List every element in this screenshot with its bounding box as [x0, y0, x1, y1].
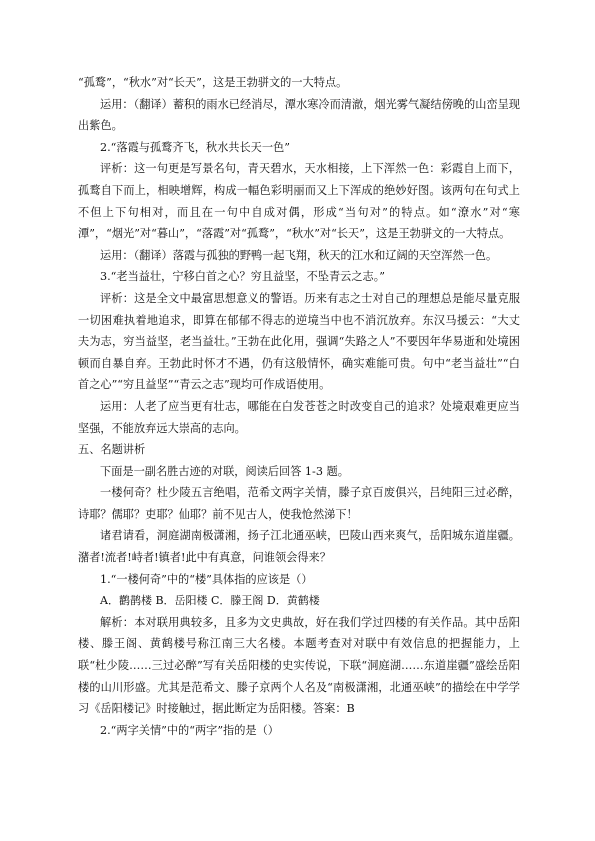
document-page	[78, 72, 520, 741]
question-1-options: A．鹳鹊楼 B．岳阳楼 C．滕王阁 D．黄鹤楼	[100, 594, 320, 608]
couplet-upper: 一楼何奇？杜少陵五言绝唱，范希文两字关情，滕子京百废俱兴，吕纯阳三过必醉，诗耶？儒耶？吏耶？仙耶？前不见古人，使我怆然涕下！	[78, 486, 520, 521]
paragraph-3-heading: 2.“落霞与孤鹜齐飞，秋水共长天一色”	[100, 140, 290, 154]
paragraph-2: 运用：（翻译）蓄积的雨水已经消尽，潭水寒冷而清澈，烟光雾气凝结傍晚的山峦呈现出紫色。	[78, 97, 520, 133]
paragraph-1: “孤鹜”，“秋水”对“长天”，这是王勃骈文的一大特点。	[78, 76, 348, 89]
question-1-analysis: 解析：本对联用典较多，且多为文史典故，好在我们学过四楼的有关作品。其中岳阳楼、滕王阁、黄鹤楼号称江南三大名楼。本题考查对对联中有效信息的把握能力，上联“杜少陵……三过必醉”写有关岳阳楼的史实传说，下联“洞庭湖……东道崖疆”盛绘岳阳楼的山川形盛。尤其是范希文、滕子京两个人名及“南极潇湘，北通巫峡”的描绘在中学学习《岳阳楼记》时接触过，据此断定为岳阳楼。答案：B	[78, 615, 520, 716]
paragraph-10: 下面是一副名胜古迹的对联，阅读后回答 1-3 题。	[100, 464, 349, 478]
paragraph-7: 评析：这是全文中最富思想意义的警语。历来有志之士对自己的理想总是能尽量克服一切困难执着地追求，即算在郁郁不得志的逆境当中也不消沉放弃。东汉马援云：“大丈夫为志，穷当益坚，老当益壮。”王勃在此化用，强调“失路之人”不要因年华易逝和处境困顿而自暴自弃。王勃此时怀才不遇，仍有这般情怀，确实难能可贵。句中“老当益壮”“白首之心”“穷且益坚”“青云之志”现均可作成语使用。	[78, 291, 520, 392]
paragraph-5: 运用：（翻译）落霞与孤独的野鸭一起飞翔，秋天的江水和辽阔的天空浑然一色。	[100, 248, 498, 262]
paragraph-6-heading: 3.“老当益壮，宁移白首之心？穷且益坚，不坠青云之志。”	[100, 270, 386, 284]
paragraph-8: 运用：人老了应当更有壮志，哪能在白发苍苍之时改变自己的追求？处境艰难更应当坚强，不能放弃远大崇高的志向。	[78, 399, 520, 435]
couplet-lower: 诸君请看，洞庭湖南极潇湘，扬子江北通巫峡，巴陵山西来爽气，岳阳城东道崖疆。潴者!流者!峙者!镇者!此中有真意，问谁领会得来？	[78, 529, 520, 565]
section-heading: 五、名题讲析	[78, 443, 146, 457]
question-2: 2.“两字关情”中的“两字”指的是（）	[100, 723, 279, 737]
paragraph-4: 评析：这一句更是写景名句，青天碧水，天水相接，上下浑然一色：彩霞自上而下，孤鹜自下而上，相映增辉，构成一幅色彩明丽而又上下浑成的绝妙好图。该两句在句式上不但上下句相对，而且在一句中自成对偶，形成“当句对”的特点。如“潦水”对“寒潭”，“烟光”对“暮山”，“落霞”对“孤鹜”，“秋水”对“长天”，这是王勃骈文的一大特点。	[78, 162, 520, 241]
question-1: 1.“一楼何奇”中的“楼”具体指的应该是（）	[100, 572, 313, 586]
